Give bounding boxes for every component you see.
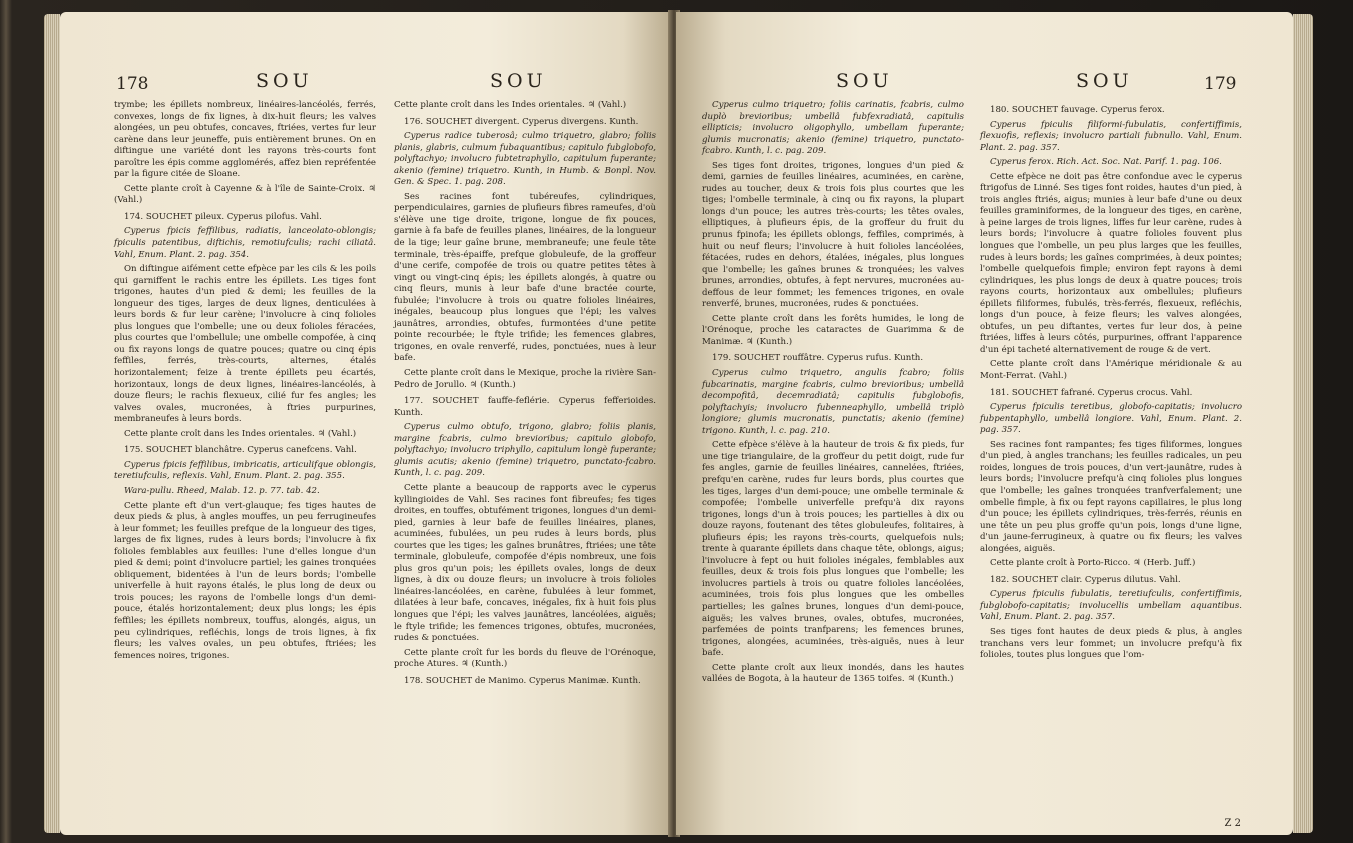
paragraph: Cette plante croît dans les Indes orientales. ♃ (Vahl.): [394, 100, 627, 110]
paragraph: Cette plante croît dans les Indes orientales. ♃ (Vahl.): [124, 428, 357, 439]
signature-mark: Z 2: [1224, 818, 1241, 829]
paragraph: Cette plante croît dans les forêts humides, le long de l'Orénoque, proche les cataractes de Guarimma & de Manimæ. ♃ (Kunth.): [702, 313, 964, 347]
paragraph: 174. SOUCHET pileux. Cyperus pilofus. Vahl.: [124, 211, 322, 222]
running-header-left: SOU: [256, 70, 313, 92]
paragraph: Ses tiges font hautes de deux pieds & plus, à angles tranchans vers leur fommet; un involucre prefqu'à fix folioles, toutes plus longues que l'om-: [980, 626, 1242, 661]
paragraph: Wara-pullu. Rheed, Malab. 12. p. 77. tab. 42.: [124, 485, 320, 496]
paragraph: Ses racines font rampantes; fes tiges filiformes, longues d'un pied, à angles tranchans; les feuilles radicales, un peu roides, longues de trois pouces, d'un vert-jaunâtre, rudes à leurs bords; l'involucre prefqu'à cinq folioles plus longues que l'ombelle; les gaînes tronquées tranfverfalement; une ombelle fimple, à fix ou fept rayons capillaires, le plus long d'un pouce; les épillets cylindriques, très-ferrés, réunis en une tête un peu plus groffe qu'un pois, longs d'une ligne, d'un jaune-ferrugineux, à quatre ou fix fleurs; les valves alongées, aiguës.: [980, 439, 1242, 554]
text-column-1: [702, 100, 964, 689]
page-edges-right: [1293, 14, 1313, 833]
paragraph: Cette efpèce s'élève à la hauteur de trois & fix pieds, fur une tige triangulaire, de la groffeur du petit doigt, rude fur fes angles, garnie de feuilles linéaires, cannelées, ftriées, prefqu'en carène, rudes fur leurs bords, plus courtes que les tiges, larges d'un demi-pouce; une ombelle terminale & compofée; l'ombelle univerfelle prefqu'à dix rayons trigones, longs d'un à trois pouces; les partielles à dix ou douze rayons, foutenant des têtes globuleufes, folitaires, à plufieurs épis; les rayons très-courts, quelquefois nuls; trente à quarante épillets dans chaque tête, oblongs, aigus; l'involucre à fept ou huit folioles inégales, femblables aux feuilles, deux & trois fois plus longues que l'ombelle; les involucres partiels à trois ou quatre folioles lancéolées, acuminées, trois fois plus longues que les ombelles partielles; les gaînes brunes, longues d'un demi-pouce, aiguës; les valves brunes, ovales, obtufes, mucronées, parfemées de points tranfparens; les femences brunes, trigones, alongées, acuminées, très-aiguës, nues à leur bafe.: [702, 440, 964, 659]
paragraph: 176. SOUCHET divergent. Cyperus divergens. Kunth.: [404, 116, 639, 127]
paragraph: 177. SOUCHET fauffe-feflérie. Cyperus fefferioides. Kunth.: [394, 396, 656, 418]
paragraph: Cette plante a beaucoup de rapports avec le cyperus kyllingioides de Vahl. Ses racines font fibreufes; fes tiges droites, en touffes, obtufément trigones, longues d'un demi-pied, garnies à leur bafe de feuilles linéaires, planes, acuminées, fubulées, un peu rudes à leurs bords, plus courtes que les tiges; les gaînes brunâtres, ftriées; une tête terminale, globuleufe, compofée d'épis nombreux, une fois plus gros qu'un pois; les épillets ovales, longs de deux lignes, à dix ou douze fleurs; un involucre à trois folioles linéaires-lancéolées, en carène, fubulées à leur fommet, dilatées à leur bafe, concaves, inégales, fix à huit fois plus longues que l'épi; les valves jaunâtres, lancéolées, aiguës; le ftyle trifide; les femences trigones, obtufes, mucronées, rudes & ponctuées.: [394, 482, 656, 644]
paragraph: Ses tiges font droites, trigones, longues d'un pied & demi, garnies de feuilles linéaires, acuminées, en carène, rudes au toucher, deux & trois fois plus courtes que les tiges; l'ombelle terminale, à cinq ou fix rayons, la plupart longs d'un pouce; les autres très-courts; les têtes ovales, elliptiques, à plufieurs épis, de la groffeur du fruit du prunus fpinofa; les épillets oblongs, feffiles, comprimés, à huit ou neuf fleurs; l'involucre à huit folioles lancéolées, fétacées, rudes en dehors, étalées, inégales, plus longues que l'ombelle; les gaînes brunes & tronquées; les valves brunes, arrondies, obtufes, à fept nervures, mucronées au-deffous de leur fommet; les femences trigones, en ovale renverfé, brunes, mucronées, rudes & ponctuées.: [702, 160, 964, 310]
paragraph: Cette plante croît dans le Mexique, proche la rivière San-Pedro de Jorullo. ♃ (Kunth.): [394, 368, 656, 390]
paragraph: Cyperus culmo triquetro, angulis fcabro; foliis fubcarinatis, margine fcabris, culmo brevioribus; umbellâ decompofitâ, decemradiatâ; capitulis fubglobofis, polyftachyis; involucro fubenneaphyllo, umbellâ triplò longiore; glumis mucronatis, punctatis; akenio (femine) trigono. Kunth, l. c. pag. 210.: [702, 368, 964, 436]
page-number: 179: [1204, 74, 1237, 94]
paragraph: Cyperus fpiculis filiformi-fubulatis, confertiffimis, flexuofis, reflexis; involucro partiali fubnullo. Vahl, Enum. Plant. 2. pag. 357.: [980, 119, 1242, 153]
page-number: 178: [116, 74, 149, 94]
paragraph: Cette plante croît à Porto-Ricco. ♃ (Herb. Juff.): [990, 558, 1196, 569]
left-page: [60, 12, 672, 835]
paragraph: 180. SOUCHET fauvage. Cyperus ferox.: [990, 105, 1165, 115]
paragraph: On diftingue aifément cette efpèce par les cils & les poils qui garniffent le rachis entre les épillets. Les tiges font trigones, hautes d'un pied & demi; les feuilles de la longueur des tiges, larges de deux lignes, denticulées à leurs bords & fur leur carène; l'involucre à cinq folioles plus longues que l'ombelle; une ou deux folioles féracées, plus courtes que l'ombellule; une ombelle compofée, à cinq ou fix rayons longs de quatre pouces; quatre ou cinq épis feffiles, ferrés, très-courts, alternes, étalés horizontalement; feize à trente épillets peu écartés, horizontaux, longs de deux lignes, linéaires-lancéolés, à douze fleurs; le rachis flexueux, cilié fur fes angles; les valves ovales, mucronées, à ftries purpurines, membraneufes à leurs bords.: [114, 264, 376, 425]
paragraph: 179. SOUCHET rouffâtre. Cyperus rufus. Kunth.: [712, 353, 924, 364]
paragraph: Cyperus fpicis feffilibus, radiatis, lanceolato-oblongis; fpiculis patentibus, diftichis, remotiufculis; rachi ciliatâ. Vahl, Enum. Plant. 2. pag. 354.: [114, 226, 376, 260]
paragraph: Cette plante croît fur les bords du fleuve de l'Orénoque, proche Atures. ♃ (Kunth.): [394, 647, 656, 670]
text-column-2: [980, 100, 1242, 665]
paragraph: Cette plante croît aux lieux inondés, dans les hautes vallées de Bogota, à la hauteur de 1365 toifes. ♃ (Kunth.): [702, 662, 964, 685]
paragraph: Cyperus culmo triquetro; foliis carinatis, fcabris, culmo duplò brevioribus; umbellâ fubfexradiatâ, capitulis ellipticis; involucro oligophyllo, umbellam fuperante; glumis mucronatis; akenio (femine) triquetro, punctato-fcabro. Kunth, l. c. pag. 209.: [702, 100, 964, 157]
paragraph: 175. SOUCHET blanchâtre. Cyperus canefcens. Vahl.: [124, 445, 357, 456]
paragraph: Cyperus fpiculis teretibus, globofo-capitatis; involucro fubpentaphyllo, umbellâ longiore. Vahl, Enum. Plant. 2. pag. 357.: [980, 402, 1242, 436]
paragraph: Cyperus fpicis feffilibus, imbricatis, articulifque oblongis, teretiufculis, reflexis. Vahl, Enum. Plant. 2. pag. 355.: [114, 459, 376, 482]
running-header-right: SOU: [490, 70, 547, 92]
paragraph: Ses racines font tubéreufes, cylindriques, perpendiculaires, garnies de plufieurs fibres rameufes, d'où s'élève une tige droite, trigone, longue de fix pouces, garnie à fa bafe de feuilles planes, linéaires, de la longueur de la tige; leur gaîne brune, membraneufe; une feule tête terminale, très-épaiffe, prefque globuleufe, de la groffeur d'une cerife, compofée de trois ou quatre petites têtes à vingt ou vingt-cinq épis; les épillets alongés, à quatre ou cinq fleurs, munis à leur bafe d'une bractée courte, fubulée; l'involucre à trois ou quatre folioles linéaires, inégales, beaucoup plus longues que l'épi; les valves jaunâtres, arrondies, obtufes, furmontées d'une petite pointe recourbée; le ftyle trifide; les femences glabres, trigones, en ovale renverfé, rudes, ponctuées, nues à leur bafe.: [394, 191, 656, 364]
right-page: [676, 12, 1293, 835]
paragraph: Cyperus radice tuberosâ; culmo triquetro, glabro; foliis planis, glabris, culmum fubaquantibus; capitulo fubglobofo, polyftachyo; involucro fubtetraphyllo, capitulum fuperante; akenio (femine) triquetro. Kunth, in Humb. & Bonpl. Nov. Gen. & Spec. 1. pag. 208.: [394, 131, 656, 188]
text-column-1: [114, 100, 376, 665]
paragraph: Cette plante eft d'un vert-glauque; fes tiges hautes de deux pieds & plus, à angles mouffes, un peu ferrugineufes à leur fommet; les feuilles prefque de la longueur des tiges, larges de fix lignes, rudes à leurs bords; l'involucre à fix folioles femblables aux feuilles: l'une d'elles longue d'un pied & demi; point d'involucre partiel; les gaines tronquées obliquement, bidentées à l'un de leurs bords; l'ombelle univerfelle à huit rayons étalés, le plus long de deux ou trois pouces; les rayons de l'ombelle longs d'un demi-pouce, étalés horizontalement; deux plus longs; les épis feffiles; les épillets nombreux, touffus, alongés, aigus, un peu cylindriques, refléchis, longs de trois lignes, à fix fleurs; les valves ovales, un peu obtufes, ftriées; les femences noires, trigones.: [114, 500, 376, 661]
paragraph: Cyperus ferox. Rich. Act. Soc. Nat. Parif. 1. pag. 106.: [990, 157, 1222, 168]
text-column-2: [394, 100, 656, 690]
paragraph: Cette plante croît dans l'Amérique méridionale & au Mont-Ferrat. (Vahl.): [980, 359, 1242, 382]
paragraph: Cette plante croît à Cayenne & à l'île de Sainte-Croix. ♃ (Vahl.): [114, 183, 376, 206]
paragraph: 178. SOUCHET de Manimo. Cyperus Manimæ. Kunth.: [404, 675, 641, 686]
paragraph: Cyperus culmo obtufo, trigono, glabro; foliis planis, margine fcabris, culmo brevioribus; capitulo globofo, polyftachyo; involucro triphyllo, capitulum longè fuperante; glumis acutis; akenio (femine) triquetro, punctato-fcabro. Kunth, l. c. pag. 209.: [394, 422, 656, 479]
running-header-right: SOU: [1076, 70, 1133, 92]
running-header-left: SOU: [836, 70, 893, 92]
paragraph: 181. SOUCHET fafrané. Cyperus crocus. Vahl.: [990, 387, 1193, 398]
paragraph: 182. SOUCHET clair. Cyperus dilutus. Vahl.: [990, 574, 1181, 585]
page-edges-left: [44, 14, 60, 833]
paragraph: Cyperus fpiculis fubulatis, teretiufculis, confertiffimis, fubglobofo-capitatis; involucellis umbellam aquantibus. Vahl, Enum. Plant. 2. pag. 357.: [980, 589, 1242, 623]
paragraph: trymbe; les épillets nombreux, linéaires-lancéolés, ferrés, convexes, longs de fix lignes, à dix-huit fleurs; les valves alongées, un peu obtufes, concaves, ftriées, vertes fur leur carène dans leur jeuneffe, puis entièrement brunes. On en diftingue une variété dont les rayons très-courts font paroître les épis comme agglomérés, affez bien repréfentée par la figure citée de Sloane.: [114, 100, 376, 180]
paragraph: Cette efpèce ne doit pas être confondue avec le cyperus ftrigofus de Linné. Ses tiges font roides, hautes d'un pied, à trois angles ftriés, aigus; munies à leur bafe d'une ou deux feuilles graminiformes, de la longueur des tiges, en carène, à peine larges de trois lignes, liffes fur leur carène, rudes à leurs bords; l'involucre à quatre folioles fouvent plus longues que l'ombelle, un peu plus larges que les feuilles, rudes à leurs bords; les gaînes comprimées, à deux pointes; l'ombelle quelquefois fimple; environ fept rayons à demi cylindriques, les plus longs de deux à quatre pouces; trois rayons courts, horizontaux aux ombellules; plufieurs épillets filiformes, fubulés, très-ferrés, flexueux, refléchis, longs d'un pouce, à feize fleurs; les valves alongées, obtufes, un peu diftantes, vertes fur leur dos, à peine ftriées, liffes à leurs côtés, purpurines, offrant l'apparence d'un épi tacheté alternativement de rouge & de vert.: [980, 171, 1242, 355]
